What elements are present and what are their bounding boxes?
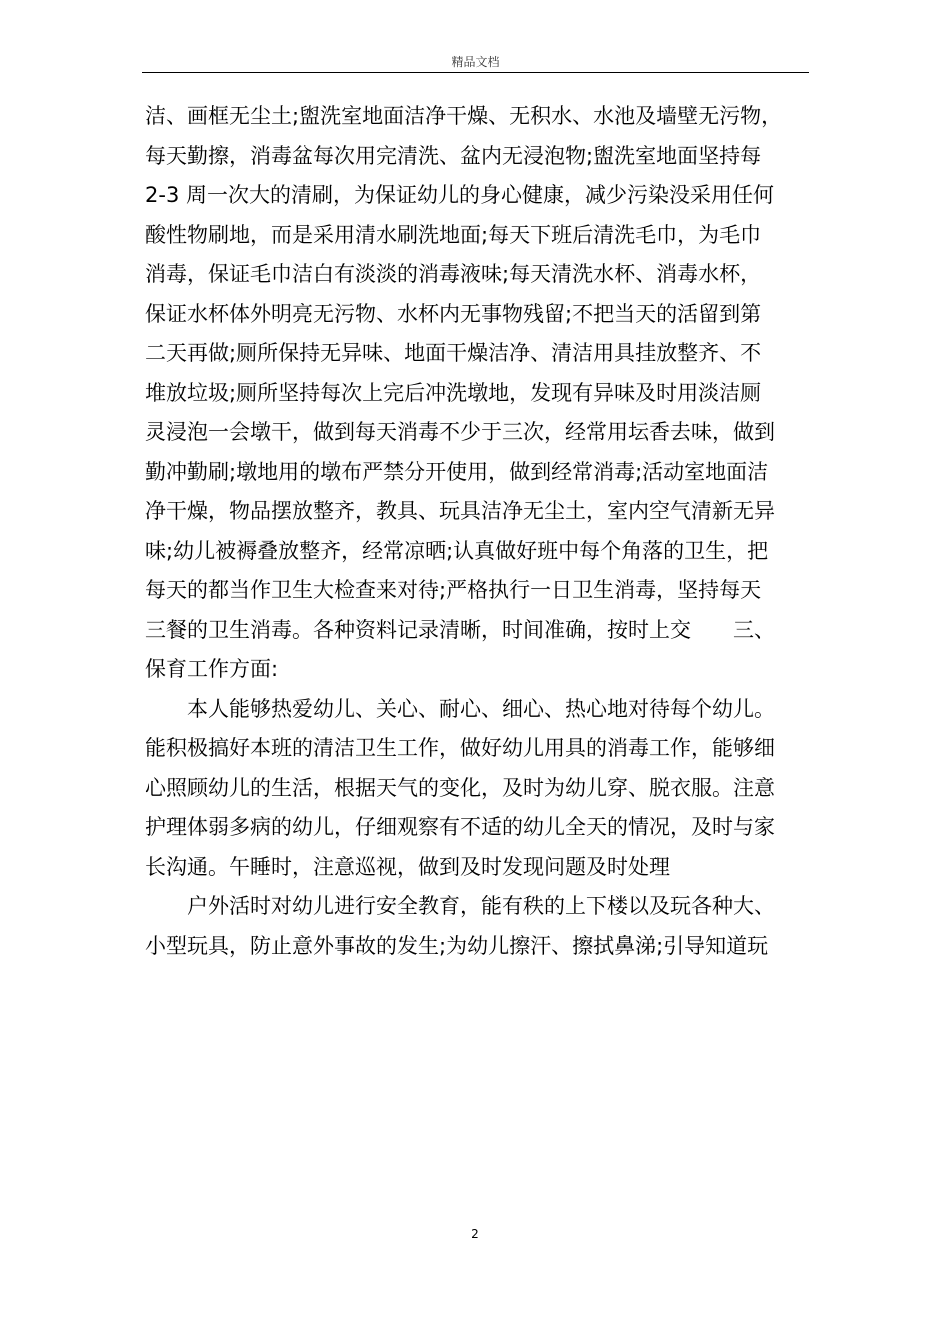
body-line: 酸性物刷地，而是采用清水刷洗地面;每天下班后清洗毛巾，为毛巾	[145, 222, 762, 247]
body-line: 护理体弱多病的幼儿，仔细观察有不适的幼儿全天的情况，及时与家	[145, 815, 775, 839]
body-line: 味;幼儿被褥叠放整齐，经常凉晒;认真做好班中每个角落的卫生，把	[145, 538, 769, 563]
body-line: 本人能够热爱幼儿、关心、耐心、细心、热心地对待每个幼儿。	[145, 696, 775, 721]
body-line: 堆放垃圾;厕所坚持每次上完后冲洗墩地，发现有异味及时用淡洁厕	[145, 380, 762, 405]
body-line: 2-3 周一次大的清刷，为保证幼儿的身心健康，减少污染没采用任何	[145, 183, 774, 207]
body-line: 灵浸泡一会墩干，做到每天消毒不少于三次，经常用坛香去味，做到	[145, 420, 775, 444]
body-line: 勤冲勤刷;墩地用的墩布严禁分开使用，做到经常消毒;活动室地面洁	[145, 459, 769, 484]
header-divider	[142, 72, 809, 73]
body-line: 每天的都当作卫生大检查来对待;严格执行一日卫生消毒，坚持每天	[145, 578, 762, 602]
body-line: 保证水杯体外明亮无污物、水杯内无事物残留;不把当天的活留到第	[145, 301, 762, 326]
body-line: 心照顾幼儿的生活，根据天气的变化，及时为幼儿穿、脱衣服。注意	[145, 775, 775, 800]
page-number: 2	[471, 1227, 479, 1241]
body-line: 净干燥，物品摆放整齐，教具、玩具洁净无尘土，室内空气清新无异	[145, 499, 775, 523]
body-line: 保育工作方面:	[145, 657, 279, 681]
document-body	[145, 97, 825, 966]
body-line: 长沟通。午睡时，注意巡视，做到及时发现问题及时处理	[145, 854, 670, 879]
body-line: 小型玩具，防止意外事故的发生;为幼儿擦汗、擦拭鼻涕;引导知道玩	[145, 933, 769, 958]
body-line: 户外活时对幼儿进行安全教育，能有秩的上下楼以及玩各种大、	[145, 894, 775, 918]
body-line: 二天再做;厕所保持无异味、地面干燥洁净、清洁用具挂放整齐、不	[145, 341, 762, 365]
body-line: 洁、画框无尘土;盥洗室地面洁净干燥、无积水、水池及墙壁无污物，	[145, 104, 783, 128]
page-header-title: 精品文档	[451, 55, 500, 69]
body-line: 每天勤擦，消毒盆每次用完清洗、盆内无浸泡物;盥洗室地面坚持每	[145, 143, 762, 168]
body-line: 消毒，保证毛巾洁白有淡淡的消毒液味;每天清洗水杯、消毒水杯，	[145, 262, 762, 286]
body-line: 三餐的卫生消毒。各种资料记录清晰，时间准确，按时上交 三、	[145, 617, 775, 642]
body-line: 能积极搞好本班的清洁卫生工作，做好幼儿用具的消毒工作，能够细	[145, 736, 775, 760]
